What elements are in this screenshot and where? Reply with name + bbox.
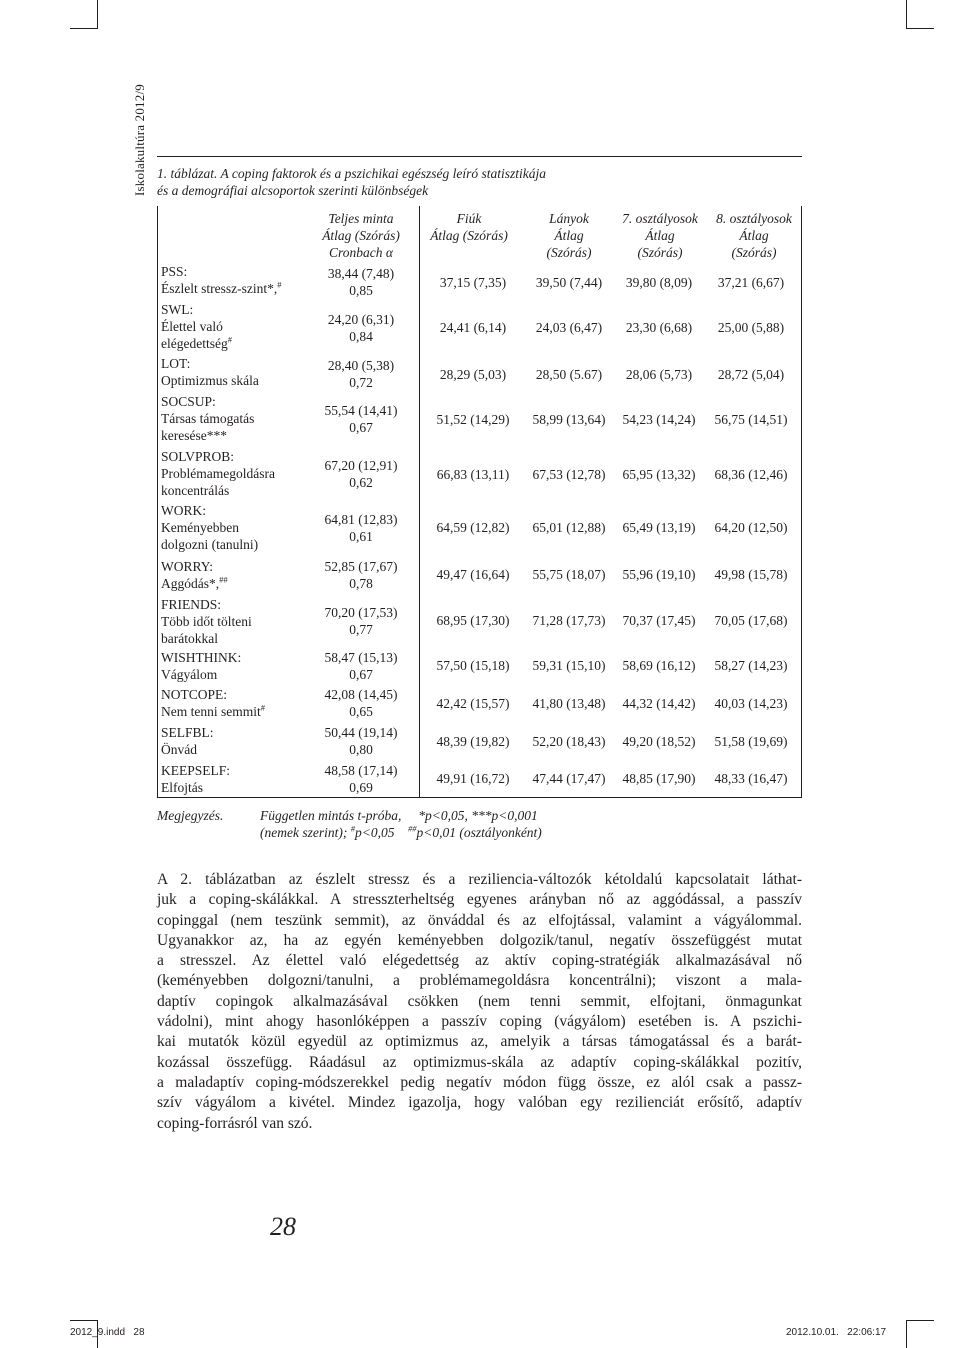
cell-grade7-solvprob: 65,95 (13,32): [622, 467, 696, 482]
cell-boys-friends: 68,95 (17,30): [436, 613, 510, 628]
body-line: kai mutatók közül egyedül az optimizmus az, amelyik a társas támogatással és a barát-: [157, 1033, 802, 1051]
row-label-worry: WORRY: Aggódás*,##: [161, 559, 228, 591]
cell-grade8-lot: 28,72 (5,04): [717, 367, 785, 382]
cell-boys-selfbl: 48,39 (19,82): [436, 734, 510, 749]
row-total-socsup: 55,54 (14,41) 0,67: [324, 403, 398, 435]
row-label-wishthink: WISHTHINK: Vágyálom: [161, 650, 242, 682]
row-label-friends: FRIENDS: Több időt tölteni barátokkal: [161, 597, 252, 646]
cell-boys-lot: 28,29 (5,03): [439, 367, 507, 382]
cell-grade7-wishthink: 58,69 (16,12): [622, 658, 696, 673]
body-line: copinggal (nem teszünk semmit), az önváddal és az elfojtással, valamint a vágyálommal.: [157, 911, 802, 929]
cell-grade8-solvprob: 68,36 (12,46): [714, 467, 788, 482]
cell-grade7-selfbl: 49,20 (18,52): [622, 734, 696, 749]
row-total-friends: 70,20 (17,53) 0,77: [324, 605, 398, 637]
row-label-swl: SWL: Élettel való elégedettség#: [161, 302, 232, 351]
row-total-work: 64,81 (12,83) 0,61: [324, 512, 398, 544]
cell-grade8-socsup: 56,75 (14,51): [714, 412, 788, 427]
row-total-pss: 38,44 (7,48) 0,85: [327, 266, 395, 298]
row-total-notcope: 42,08 (14,45) 0,65: [324, 687, 398, 719]
cell-boys-swl: 24,41 (6,14): [439, 320, 507, 335]
table-bottom-border: [157, 797, 802, 798]
header-girls: Lányok Átlag (Szórás): [546, 211, 592, 260]
row-total-lot: 28,40 (5,38) 0,72: [327, 358, 395, 390]
cell-grade7-lot: 28,06 (5,73): [625, 367, 693, 382]
cell-grade7-notcope: 44,32 (14,42): [622, 696, 696, 711]
body-line: daptív copingok alkalmazásával csökken (nem tenni semmit, elfojtani, önmagunkat: [157, 992, 802, 1010]
cell-boys-socsup: 51,52 (14,29): [436, 412, 510, 427]
cell-grade7-swl: 23,30 (6,68): [625, 320, 693, 335]
cell-grade8-keepself: 48,33 (16,47): [714, 771, 788, 786]
cell-boys-notcope: 42,42 (15,57): [436, 696, 510, 711]
running-head: [120, 20, 160, 260]
cell-girls-work: 65,01 (12,88): [532, 520, 606, 535]
caption-line-2: és a demográfiai alcsoportok szerinti különbségek: [157, 182, 429, 198]
cell-girls-socsup: 58,99 (13,64): [532, 412, 606, 427]
body-line: vádolni), mint ahogy hasonlóképpen a passzív coping (vágyálom) esetében is. A pszichi-: [157, 1013, 802, 1031]
page-number: 28: [270, 1212, 296, 1241]
cell-grade7-pss: 39,80 (8,09): [625, 275, 693, 290]
header-boys: Fiúk Átlag (Szórás): [430, 211, 508, 243]
cell-boys-keepself: 49,91 (16,72): [436, 771, 510, 786]
cell-boys-pss: 37,15 (7,35): [439, 275, 507, 290]
header-grade7: 7. osztályosok Átlag (Szórás): [622, 211, 698, 260]
table-note-line-1: Független mintás t-próba, *p<0,05, ***p<0,001: [260, 808, 538, 823]
table-note-line-2: (nemek szerint); #p<0,05 ##p<0,01 (osztályonként): [260, 823, 542, 840]
cell-grade7-socsup: 54,23 (14,24): [622, 412, 696, 427]
cell-boys-worry: 49,47 (16,64): [436, 567, 510, 582]
cell-grade8-notcope: 40,03 (14,23): [714, 696, 788, 711]
row-label-selfbl: SELFBL: Önvád: [161, 725, 214, 757]
row-total-keepself: 48,58 (17,14) 0,69: [324, 763, 398, 795]
cell-grade8-swl: 25,00 (5,88): [717, 320, 785, 335]
cell-girls-worry: 55,75 (18,07): [532, 567, 606, 582]
body-paragraph: [157, 870, 802, 1134]
running-head-text: Iskolakultúra 2012/9: [132, 84, 147, 196]
table-right-border: [801, 206, 802, 798]
table-left-border: [157, 206, 158, 798]
crop-mark-bottom-right: [906, 1320, 907, 1348]
body-line: a stresszel. Az élettel való elégedettség az aktív coping-stratégiák alkalmazásával nő: [157, 952, 802, 970]
body-line: coping-forrásról van szó.: [157, 1114, 313, 1132]
table-total-column-separator: [419, 206, 420, 798]
statistics-table: [157, 206, 802, 798]
crop-mark-top-right: [906, 0, 907, 28]
cell-grade7-worry: 55,96 (19,10): [622, 567, 696, 582]
row-label-notcope: NOTCOPE: Nem tenni semmit#: [161, 687, 265, 719]
row-total-wishthink: 58,47 (15,13) 0,67: [324, 650, 398, 682]
cell-girls-notcope: 41,80 (13,48): [532, 696, 606, 711]
body-line: (keményebben dolgozni/tanulni, a problémamegoldásra koncentrálni); viszont a mala-: [157, 972, 802, 990]
cell-boys-work: 64,59 (12,82): [436, 520, 510, 535]
cell-girls-solvprob: 67,53 (12,78): [532, 467, 606, 482]
table-caption: [157, 166, 802, 199]
footer-timestamp: 2012.10.01. 22:06:17: [786, 1327, 887, 1338]
crop-mark-top-left-h: [70, 28, 98, 29]
header-total: Teljes minta Átlag (Szórás) Cronbach α: [322, 211, 400, 260]
cell-girls-selfbl: 52,20 (18,43): [532, 734, 606, 749]
cell-grade8-wishthink: 58,27 (14,23): [714, 658, 788, 673]
row-total-solvprob: 67,20 (12,91) 0,62: [324, 458, 398, 490]
row-label-socsup: SOCSUP: Társas támogatás keresése***: [161, 394, 255, 443]
row-total-selfbl: 50,44 (19,14) 0,80: [324, 725, 398, 757]
footer-filename: 2012_9.indd 28: [70, 1327, 145, 1338]
row-label-keepself: KEEPSELF: Elfojtás: [161, 763, 231, 795]
cell-girls-keepself: 47,44 (17,47): [532, 771, 606, 786]
cell-grade8-work: 64,20 (12,50): [714, 520, 788, 535]
cell-grade8-selfbl: 51,58 (19,69): [714, 734, 788, 749]
body-line: szív vágyálom a kivétel. Mindez igazolja, hogy valóban egy rezilienciát erősítő, adaptív: [157, 1094, 802, 1112]
row-label-lot: LOT: Optimizmus skála: [161, 356, 259, 388]
cell-grade7-keepself: 48,85 (17,90): [622, 771, 696, 786]
body-line: Ugyanakkor az, ha az egyén keményebben dolgozik/tanul, negatív összefüggést mutat: [157, 931, 802, 949]
cell-boys-solvprob: 66,83 (13,11): [436, 467, 510, 482]
table-note-label: Megjegyzés.: [157, 808, 224, 823]
row-total-swl: 24,20 (6,31) 0,84: [327, 312, 395, 344]
cell-girls-pss: 39,50 (7,44): [535, 275, 603, 290]
crop-mark-bottom-right-h: [906, 1320, 934, 1321]
row-label-work: WORK: Keményebben dolgozni (tanulni): [161, 503, 259, 552]
header-rule: [157, 156, 802, 157]
cell-girls-wishthink: 59,31 (15,10): [532, 658, 606, 673]
body-line: kozással összefügg. Ráadásul az optimizmus-skála az adaptív coping-skálákkal pozitív,: [157, 1053, 802, 1071]
body-line: A 2. táblázatban az észlelt stressz és a reziliencia-változók kétoldalú kapcsolatait láthat-: [157, 871, 802, 888]
header-grade8: 8. osztályosok Átlag (Szórás): [716, 211, 792, 260]
row-label-solvprob: SOLVPROB: Problémamegoldásra koncentrálás: [161, 449, 275, 498]
crop-mark-bottom-left-h: [70, 1320, 98, 1321]
cell-grade7-friends: 70,37 (17,45): [622, 613, 696, 628]
cell-grade7-work: 65,49 (13,19): [622, 520, 696, 535]
crop-mark-top-left: [97, 0, 98, 28]
row-total-worry: 52,85 (17,67) 0,78: [324, 559, 398, 591]
cell-grade8-friends: 70,05 (17,68): [714, 613, 788, 628]
body-line: a maladaptív coping-módszerekkel pedig negatív módon függ össze, ez alól csak a passz-: [157, 1073, 802, 1091]
crop-mark-top-right-h: [906, 28, 934, 29]
cell-girls-friends: 71,28 (17,73): [532, 613, 606, 628]
table-note: [260, 808, 542, 841]
cell-girls-lot: 28,50 (5.67): [535, 367, 603, 382]
cell-boys-wishthink: 57,50 (15,18): [436, 658, 510, 673]
caption-line-1: 1. táblázat. A coping faktorok és a pszichikai egészség leíró statisztikája: [157, 166, 546, 181]
cell-girls-swl: 24,03 (6,47): [535, 320, 603, 335]
cell-grade8-worry: 49,98 (15,78): [714, 567, 788, 582]
row-label-pss: PSS: Észlelt stressz-szint*,#: [161, 264, 282, 296]
body-line: juk a coping-skálákkal. A stresszterheltség egyenes arányban nő az aggódással, a passzív: [157, 891, 802, 909]
cell-grade8-pss: 37,21 (6,67): [717, 275, 785, 290]
